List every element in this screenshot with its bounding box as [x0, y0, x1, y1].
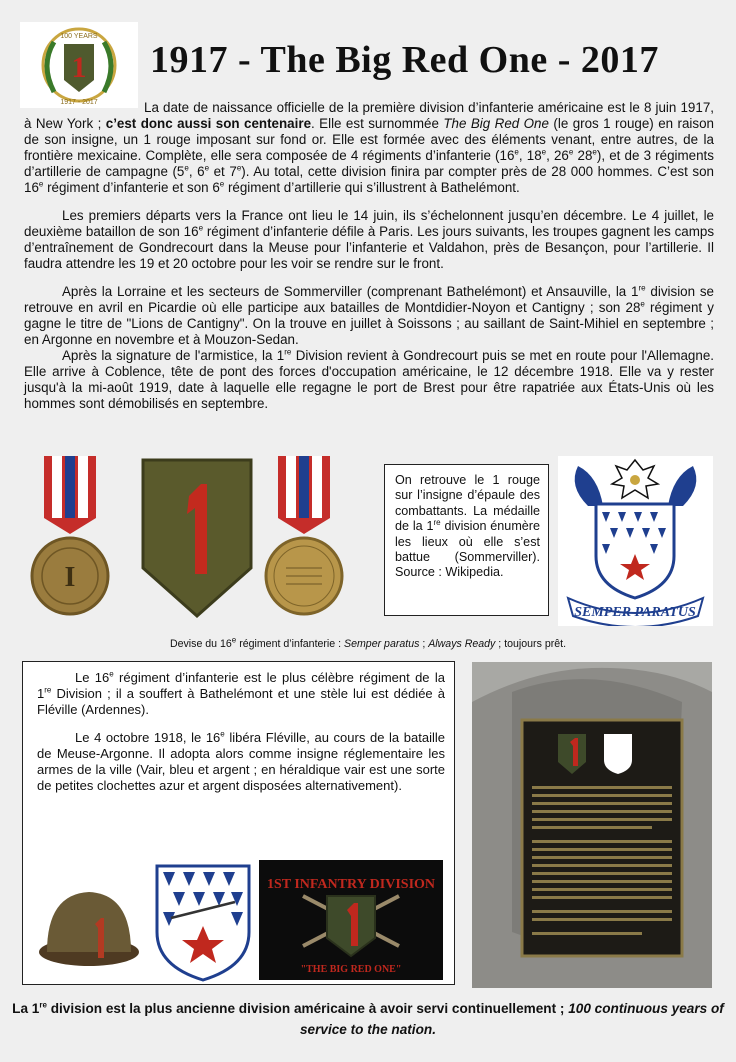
paragraph-4: Après la signature de l'armistice, la 1re Division revient à Gondrecourt puis se met en route pour l'Allemagne. Elle arrive à Coblence, tête de pont des forces d'occupation américaine, le 12 décembre 1918. Elle va y rester jusqu'à la mi-août 1919, date à laquelle elle regagne le port de Brest pour être rapatriée aux États-Unis où les hommes sont démobilisés en septembre.	[24, 347, 714, 411]
memorial-plaque-image	[472, 662, 712, 988]
helmet-image	[37, 872, 141, 974]
svg-text:SEMPER PARATUS: SEMPER PARATUS	[574, 605, 696, 620]
shoulder-patch-image	[137, 456, 257, 621]
regiment-info-box	[22, 661, 455, 985]
vair-shield-image	[153, 862, 253, 982]
medal-back-image	[264, 456, 344, 620]
svg-text:I: I	[64, 562, 76, 593]
svg-text:1ST INFANTRY DIVISION: 1ST INFANTRY DIVISION	[266, 877, 436, 892]
medal-front-image	[30, 456, 110, 620]
paragraph-2: Les premiers départs vers la France ont lieu le 14 juin, ils s’échelonnent jusqu’en décembre. Le 4 juillet, le deuxième bataillon de son 16e régiment d’infanterie défile à Paris. Les jours suivants, les troupes gagnent les camps d’entraînement de Gondrecourt dans la Meuse pour l’infanterie et Valdahon, près de Besançon, pour l’artillerie. Il faudra attendre les 19 et 20 octobre pour les voir se rendre sur le front.	[24, 208, 715, 271]
insignia-caption: On retrouve le 1 rouge sur l’insigne d’épaule des combattants. La médaille de la 1re division énumère les lieux où elle s’est battue (Sommerviller). Source : Wikipedia.	[384, 464, 549, 616]
svg-text:100 YEARS: 100 YEARS	[60, 33, 98, 40]
regiment-crest-image	[558, 456, 713, 626]
svg-text:1: 1	[71, 51, 87, 84]
svg-text:1917 - 2017: 1917 - 2017	[60, 99, 98, 106]
centennial-logo	[20, 22, 138, 108]
page-title: 1917 - The Big Red One - 2017	[150, 39, 659, 81]
footer-statement: La 1re division est la plus ancienne division américaine à avoir servi continuellement ; 100 continuous years of service to the nation.	[12, 1000, 724, 1037]
regiment-paragraph-1: Le 16e régiment d’infanterie est le plus célèbre régiment de la 1re Division ; il a souffert à Bathelémont et une stèle lui est dédiée à Fléville (Ardennes).	[37, 669, 445, 717]
infantry-division-badge-image	[259, 860, 443, 980]
paragraph-3: Après la Lorraine et les secteurs de Sommerviller (comprenant Bathelémont) et Ansauville, la 1re division se retrouve en avril en Picardie où elle participe aux batailles de Montdidier-Noyon et Cantigny ; son 28e régiment y gagne le titre de "Lions de Cantigny". On la trouve en juillet à Soissons ; au saillant de Saint-Mihiel en septembre ; en Argonne en novembre et à Mouzon-Sedan.	[24, 283, 715, 347]
history-text	[24, 100, 714, 412]
paragraph-1: La date de naissance officielle de la première division d’infanterie américaine est le 8 juin 1917, à New York ; c’est donc aussi son centenaire. Elle est surnommée The Big Red One (le gros 1 rouge) en raison de son insigne, un 1 rouge imposant sur fond or. Elle est formée avec des éléments venant, entre autres, de la frontière mexicaine. Complète, elle sera composée de 4 régiments d’infanterie (16e, 18e, 26e 28e), et de 3 régiments d’artillerie de campagne (5e, 6e et 7e). Au total, cette division finira par compter près de 28 000 hommes. C’est son 16e régiment d’infanterie et son 6e régiment d’artillerie qui s’illustrent à Bathelémont.	[24, 100, 714, 195]
regiment-paragraph-2: Le 4 octobre 1918, le 16e libéra Fléville, au cours de la bataille de Meuse-Argonne. Il adopta alors comme insigne réglementaire les armes de la ville (Vair, bleu et argent ; en héraldique vair est une sorte de petites clochettes azur et argent disposées alternativement).	[37, 729, 445, 793]
svg-text:"THE BIG RED ONE": "THE BIG RED ONE"	[300, 964, 402, 975]
motto-caption: Devise du 16e régiment d’infanterie : Semper paratus ; Always Ready ; toujours prêt.	[169, 635, 567, 650]
